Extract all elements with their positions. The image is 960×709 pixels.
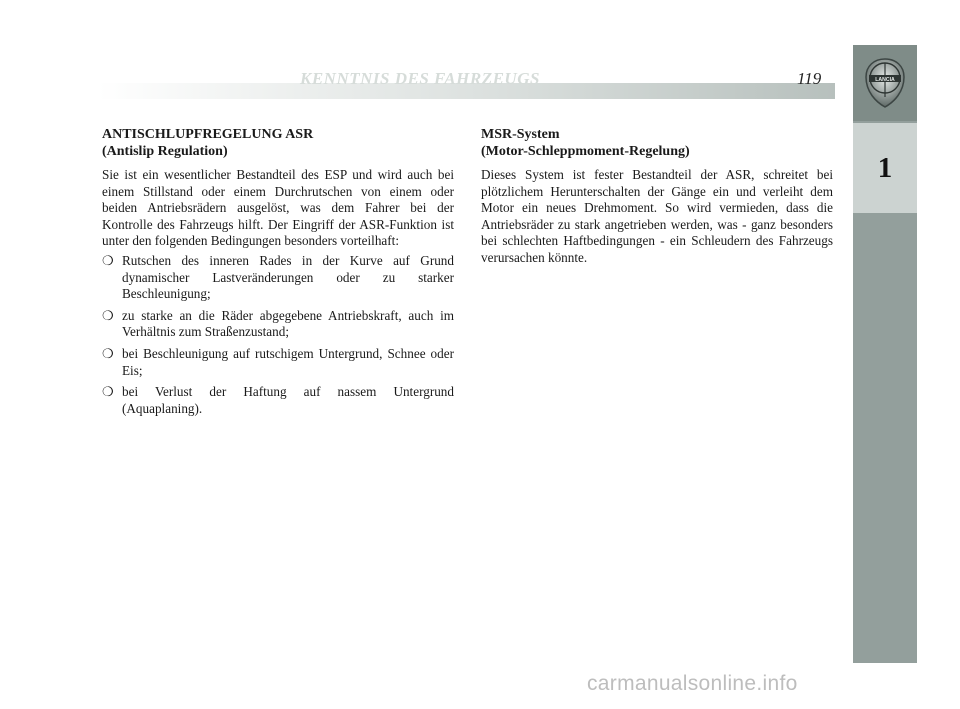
asr-heading-line2: (Antislip Regulation) <box>102 144 228 159</box>
msr-heading-line1: MSR-System <box>481 127 560 142</box>
lancia-shield-icon <box>864 57 906 109</box>
asr-paragraph: Sie ist ein wesentlicher Bestandteil des ESP und wird auch bei einem Stillstand oder einem Durchrutschen von einem oder beiden Antriebsrädern ausgelöst, was dem Fahrer bei der Kontrolle des Fahrzeugs hilft. Der Eingriff der ASR-Funktion ist unter den folgenden Bedingungen besonders vorteilhaft: <box>102 167 454 249</box>
svg-text:LANCIA: LANCIA <box>875 77 895 83</box>
left-column <box>102 126 454 422</box>
bullet-icon: ❍ <box>102 307 114 323</box>
list-item-text: bei Verlust der Haftung auf nassem Untergrund (Aquaplaning). <box>122 384 454 416</box>
list-item-text: bei Beschleunigung auf rutschigem Untergrund, Schnee oder Eis; <box>122 345 454 378</box>
list-item <box>102 346 454 379</box>
bullet-icon: ❍ <box>102 345 114 361</box>
list-item <box>102 253 454 303</box>
list-item-text: zu starke an die Räder abgegebene Antriebskraft, auch im Verhältnis zum Straßenzustand; <box>122 307 454 340</box>
page-number: 119 <box>797 69 822 88</box>
watermark: carmanualsonline.info <box>587 672 798 695</box>
right-column <box>481 126 833 270</box>
msr-paragraph: Dieses System ist fester Bestandteil der ASR, schreitet bei plötzlichem Herunterschalten der Gänge ein und verleiht dem Motor ein neues Drehmoment. So wird vermieden, dass die Antriebsräder zu stark angetrieben werden, was - ganz besonders bei schlechten Haftbedingungen - ein Schleudern des Fahrzeugs verursachen könnte. <box>481 167 833 265</box>
asr-conditions-list <box>102 253 454 417</box>
list-item <box>102 384 454 417</box>
section-title: KENNTNIS DES FAHRZEUGS <box>300 69 540 88</box>
list-item-text: Rutschen des inneren Rades in der Kurve auf Grund dynamischer Lastveränderungen oder zu starker Beschleunigung; <box>122 252 454 302</box>
lancia-logo <box>853 45 917 121</box>
bullet-icon: ❍ <box>102 384 114 400</box>
asr-heading-line1: ANTISCHLUPFREGELUNG ASR <box>102 127 314 142</box>
chapter-sidebar <box>853 45 917 663</box>
msr-heading-line2: (Motor-Schleppmoment-Regelung) <box>481 144 690 159</box>
bullet-icon: ❍ <box>102 252 114 268</box>
chapter-number: 1 <box>853 123 917 213</box>
asr-heading <box>102 126 454 160</box>
msr-heading <box>481 126 833 160</box>
list-item <box>102 308 454 341</box>
